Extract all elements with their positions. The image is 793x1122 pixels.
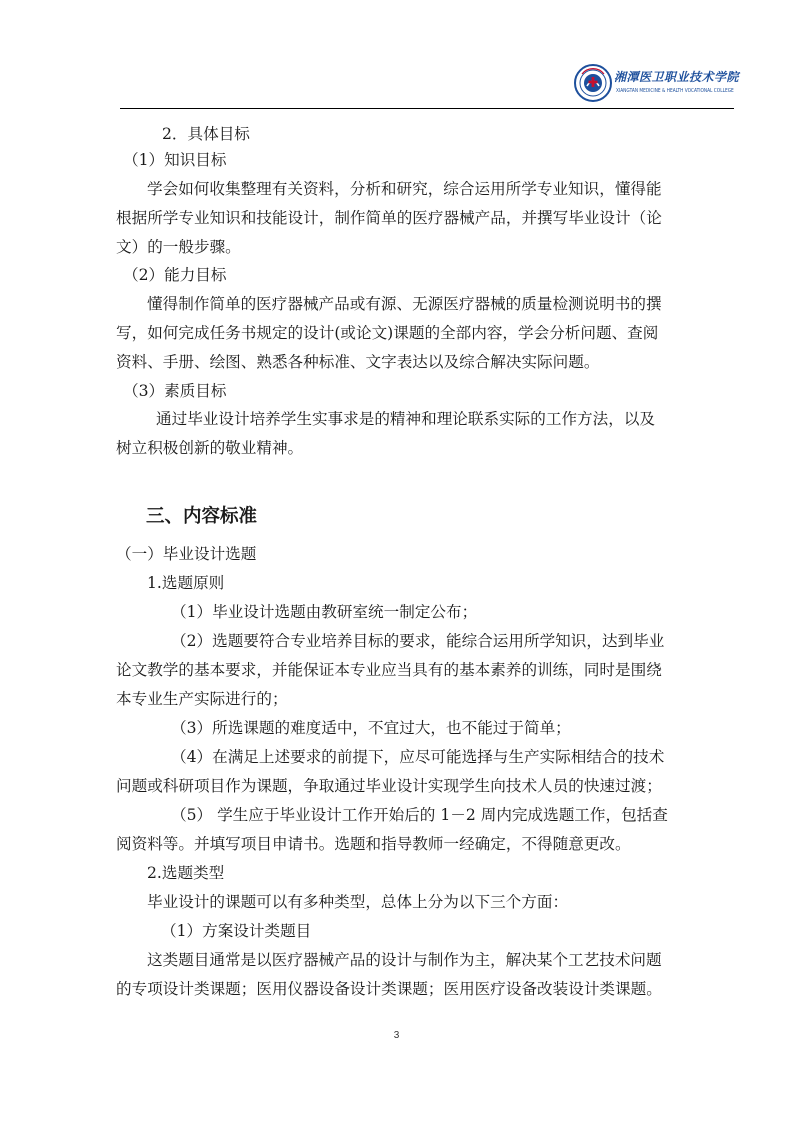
list-item: （1）毕业设计选题由教研室统一制定公布； <box>171 603 478 621</box>
list-item: （2）选题要符合专业培养目标的要求，能综合运用所学知识，达到毕业 <box>171 632 665 650</box>
section-title: 三、内容标准 <box>146 506 258 527</box>
paragraph-line: 阅资料等。并填写项目申请书。选题和指导教师一经确定，不得随意更改。 <box>116 835 631 853</box>
page-number: 3 <box>393 1030 400 1041</box>
college-name: 湘潭医卫职业技术学院 <box>614 70 740 84</box>
paragraph-line: 文）的一般步骤。 <box>116 238 241 256</box>
paragraph-line: 通过毕业设计培养学生实事求是的精神和理论联系实际的工作方法，以及 <box>156 410 656 428</box>
paragraph-line: 资料、手册、绘图、熟悉各种标准、文字表达以及综合解决实际问题。 <box>116 353 600 371</box>
list-item: （4）在满足上述要求的前提下，应尽可能选择与生产实际相结合的技术 <box>171 748 665 766</box>
paragraph-line: 本专业生产实际进行的； <box>116 690 288 708</box>
list-item: （5） 学生应于毕业设计工作开始后的 1－2 周内完成选题工作，包括查 <box>171 806 668 824</box>
paragraph-line: 毕业设计的课题可以有多种类型，总体上分为以下三个方面： <box>147 893 569 911</box>
page-header <box>0 0 793 112</box>
subheading-topic-selection: （一）毕业设计选题 <box>116 545 257 563</box>
college-logo <box>574 64 740 104</box>
paragraph-line: 根据所学专业知识和技能设计，制作简单的医疗器械产品，并撰写毕业设计（论 <box>116 209 662 227</box>
subheading-topic-types: 2.选题类型 <box>147 864 225 882</box>
paragraph-line: 懂得制作简单的医疗器械产品或有源、无源医疗器械的质量检测说明书的撰 <box>147 295 662 313</box>
header-divider <box>120 108 734 109</box>
subheading-selection-principles: 1.选题原则 <box>147 574 225 592</box>
college-seal-icon <box>574 64 612 102</box>
paragraph-line: 的专项设计类课题；医用仪器设备设计类课题；医用医疗设备改装设计类课题。 <box>116 980 662 998</box>
paragraph-line: 学会如何收集整理有关资料，分析和研究，综合运用所学专业知识，懂得能 <box>147 180 662 198</box>
list-item: （1）方案设计类题目 <box>161 922 312 940</box>
list-item: （3）所选课题的难度适中，不宜过大，也不能过于简单； <box>171 719 571 737</box>
paragraph-line: 问题或科研项目作为课题，争取通过毕业设计实现学生向技术人员的快速过渡； <box>116 777 662 795</box>
paragraph-line: 写，如何完成任务书规定的设计(或论文)课题的全部内容，学会分析问题、查阅 <box>116 324 659 342</box>
paragraph-line: 这类题目通常是以医疗器械产品的设计与制作为主，解决某个工艺技术问题 <box>147 951 662 969</box>
subheading-knowledge-goals: （1）知识目标 <box>123 151 227 169</box>
subheading-quality-goals: （3）素质目标 <box>123 382 227 400</box>
subheading-ability-goals: （2）能力目标 <box>123 266 227 284</box>
paragraph-line: 树立积极创新的敬业精神。 <box>116 439 304 457</box>
college-english-name: XIANGTAN MEDICINE & HEALTH VOCATIONAL COLLEGE <box>616 88 734 94</box>
subheading-specific-goals: 2．具体目标 <box>162 125 250 143</box>
paragraph-line: 论文教学的基本要求，并能保证本专业应当具有的基本素养的训练，同时是围绕 <box>116 661 662 679</box>
